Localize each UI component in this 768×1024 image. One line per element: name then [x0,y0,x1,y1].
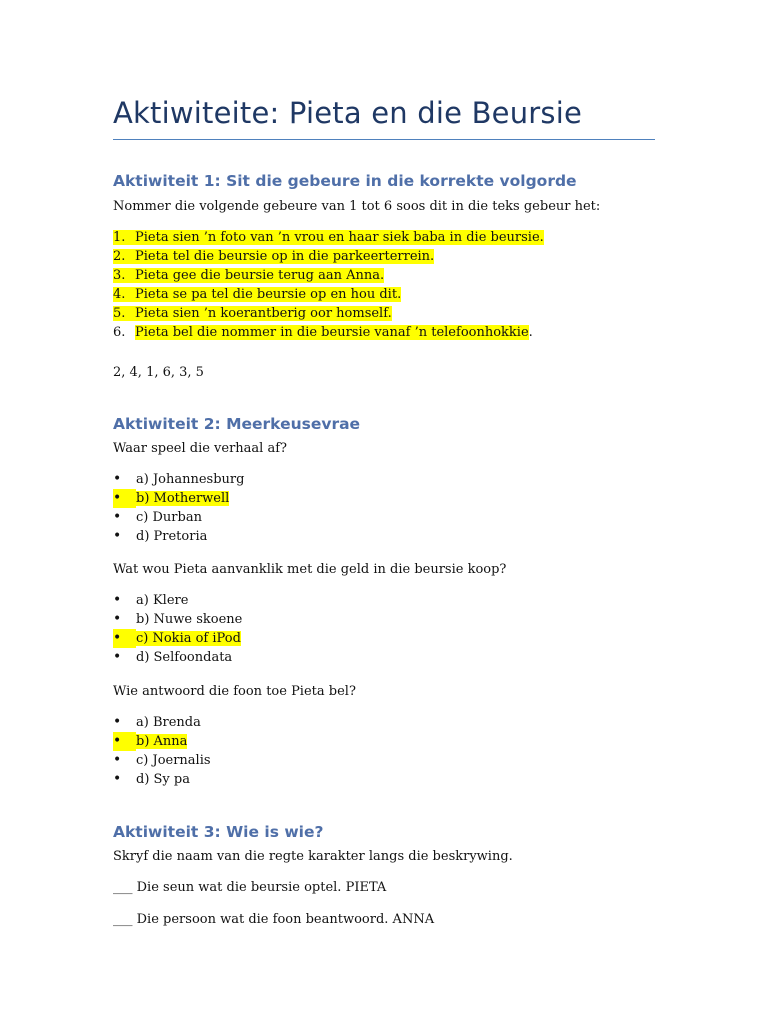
list-item [113,489,244,508]
bullet-icon: • [113,771,122,787]
document-title: Aktiwiteite: Pieta en die Beursie [113,96,583,130]
bullet-icon: • [113,471,122,487]
list-item [113,508,244,527]
option-text-correct: b) Anna [136,734,188,749]
bullet-icon: • [113,714,122,730]
option-text-correct: c) Nokia of iPod [136,631,241,646]
option-text: c) Durban [136,510,202,525]
item-number: 1. [113,230,126,245]
question-1-options [113,470,244,546]
item-number: 5. [113,306,126,321]
option-text: a) Klere [136,593,189,608]
list-item [113,247,544,266]
question-3: Wie antwoord die foon toe Pieta bel? [113,684,356,699]
item-text: Pieta se pa tel die beursie op en hou dit. [135,287,402,302]
bullet-icon: • [113,489,136,508]
list-item [113,751,211,770]
match-line-1: ___ Die seun wat die beursie optel. PIETA [113,880,387,895]
activity1-event-list [113,228,544,342]
list-item [113,648,242,667]
option-text-correct: b) Motherwell [136,491,230,506]
list-item [113,527,244,546]
item-text: Pieta tel die beursie op in die parkeerterrein. [135,249,435,264]
title-underline [113,139,655,140]
bullet-icon: • [113,592,122,608]
item-text: Pieta bel die nommer in die beursie vanaf ’n telefoonhokkie [135,325,529,340]
activity1-instruction: Nommer die volgende gebeure van 1 tot 6 soos dit in die teks gebeur het: [113,199,601,214]
list-item [113,732,211,751]
list-item [113,304,544,323]
question-3-options [113,713,211,789]
option-text: b) Nuwe skoene [136,612,243,627]
question-1: Waar speel die verhaal af? [113,441,288,456]
bullet-icon: • [113,649,122,665]
bullet-icon: • [113,629,136,648]
option-text: a) Brenda [136,715,201,730]
question-2: Wat wou Pieta aanvanklik met die geld in die beursie koop? [113,562,507,577]
list-item [113,266,544,285]
option-text: d) Pretoria [136,529,208,544]
option-text: d) Sy pa [136,772,190,787]
list-item [113,770,211,789]
item-text: Pieta sien ’n foto van ’n vrou en haar siek baba in die beursie. [135,230,544,245]
option-text: c) Joernalis [136,753,211,768]
bullet-icon: • [113,528,122,544]
option-text: d) Selfoondata [136,650,233,665]
item-number: 6. [113,325,126,340]
item-number: 4. [113,287,126,302]
item-text: Pieta gee die beursie terug aan Anna. [135,268,385,283]
item-trailing-period: . [528,325,533,340]
activity3-heading: Aktiwiteit 3: Wie is wie? [113,823,324,841]
item-number: 3. [113,268,126,283]
bullet-icon: • [113,752,122,768]
item-text: Pieta sien ’n koerantberig oor homself. [135,306,392,321]
bullet-icon: • [113,611,122,627]
activity3-instruction: Skryf die naam van die regte karakter langs die beskrywing. [113,849,513,864]
list-item [113,591,242,610]
list-item [113,285,544,304]
list-item [113,323,544,342]
list-item [113,228,544,247]
activity1-heading: Aktiwiteit 1: Sit die gebeure in die korrekte volgorde [113,172,577,190]
activity2-heading: Aktiwiteit 2: Meerkeusevrae [113,415,361,433]
list-item [113,629,242,648]
activity1-answer: 2, 4, 1, 6, 3, 5 [113,365,204,380]
list-item [113,713,211,732]
bullet-icon: • [113,732,136,751]
list-item [113,470,244,489]
bullet-icon: • [113,509,122,525]
list-item [113,610,242,629]
match-line-2: ___ Die persoon wat die foon beantwoord. ANNA [113,912,435,927]
option-text: a) Johannesburg [136,472,245,487]
question-2-options [113,591,242,667]
item-number: 2. [113,249,126,264]
